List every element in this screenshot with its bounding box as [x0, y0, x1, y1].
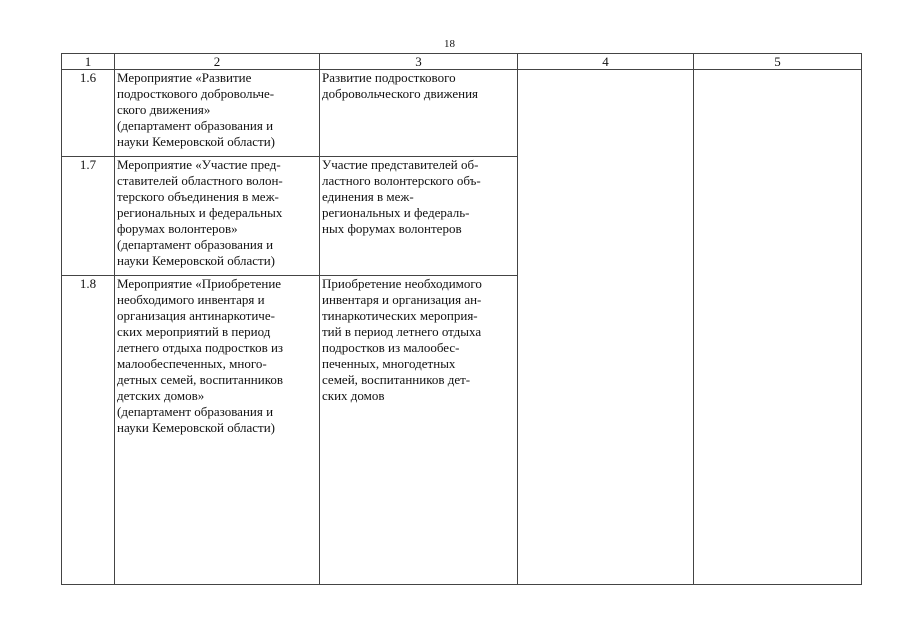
- cell-text-line: подростков из малообес-: [322, 340, 460, 355]
- cell-text-line: науки Кемеровской области): [117, 420, 276, 435]
- cell-text-line: науки Кемеровской области): [117, 134, 276, 149]
- cell-text-line: семей, воспитанников дет-: [322, 372, 471, 387]
- cell-text-line: Мероприятие «Развитие: [117, 70, 252, 85]
- column-header-3: 3: [320, 54, 518, 70]
- cell-text-line: малообеспеченных, много-: [117, 356, 267, 371]
- cell-text-line: терского объединения в меж-: [117, 189, 279, 204]
- cell-text-line: необходимого инвентаря и: [117, 292, 265, 307]
- cell-text-line: (департамент образования и: [117, 404, 274, 419]
- cell-text-line: Мероприятие «Участие пред-: [117, 157, 281, 172]
- cell-text-line: региональных и федераль-: [322, 205, 470, 220]
- cell-text-line: региональных и федеральных: [117, 205, 283, 220]
- measure-description-cell: [320, 276, 518, 585]
- row-number: 1.7: [62, 157, 115, 276]
- measure-title-cell: [115, 70, 320, 157]
- cell-text-line: подросткового добровольче-: [117, 86, 275, 101]
- column-header-2: 2: [115, 54, 320, 70]
- column-header-4: 4: [518, 54, 694, 70]
- cell-text-line: ских мероприятий в период: [117, 324, 271, 339]
- measure-title-cell: [115, 276, 320, 585]
- cell-text-line: Приобретение необходимого: [322, 276, 482, 291]
- cell-text-line: ставителей областного волон-: [117, 173, 283, 188]
- cell-text-line: летнего отдыха подростков из: [117, 340, 284, 355]
- cell-text-line: ского движения»: [117, 102, 211, 117]
- cell-text-line: инвентаря и организация ан-: [322, 292, 482, 307]
- cell-text-line: печенных, многодетных: [322, 356, 456, 371]
- page-number: 18: [444, 38, 455, 50]
- cell-text-line: (департамент образования и: [117, 237, 274, 252]
- measure-title-cell: [115, 157, 320, 276]
- cell-text-line: науки Кемеровской области): [117, 253, 276, 268]
- cell-text-line: организация антинаркотиче-: [117, 308, 275, 323]
- cell-text-line: единения в меж-: [322, 189, 414, 204]
- cell-text-line: тинаркотических мероприя-: [322, 308, 478, 323]
- column-header-5: 5: [694, 54, 862, 70]
- cell-text-line: ных форумах волонтеров: [322, 221, 462, 236]
- cell-text-line: форумах волонтеров»: [117, 221, 238, 236]
- cell-text-line: добровольческого движения: [322, 86, 479, 101]
- cell-text-line: детных семей, воспитанников: [117, 372, 283, 387]
- cell-text-line: тий в период летнего отдыха: [322, 324, 482, 339]
- cell-text-line: (департамент образования и: [117, 118, 274, 133]
- column-header-1: 1: [62, 54, 115, 70]
- table-row: [62, 70, 862, 157]
- cell-text-line: Мероприятие «Приобретение: [117, 276, 282, 291]
- cell-text-line: Развитие подросткового: [322, 70, 456, 85]
- row-number: 1.8: [62, 276, 115, 585]
- measure-description-cell: [320, 70, 518, 157]
- measure-description-cell: [320, 157, 518, 276]
- column-5-cell: [694, 70, 862, 585]
- column-4-cell: [518, 70, 694, 585]
- row-number: 1.6: [62, 70, 115, 157]
- cell-text-line: ских домов: [322, 388, 385, 403]
- cell-text-line: ластного волонтерского объ-: [322, 173, 481, 188]
- cell-text-line: Участие представителей об-: [322, 157, 479, 172]
- table-header-row: [62, 54, 862, 70]
- measures-table: [61, 53, 862, 585]
- cell-text-line: детских домов»: [117, 388, 205, 403]
